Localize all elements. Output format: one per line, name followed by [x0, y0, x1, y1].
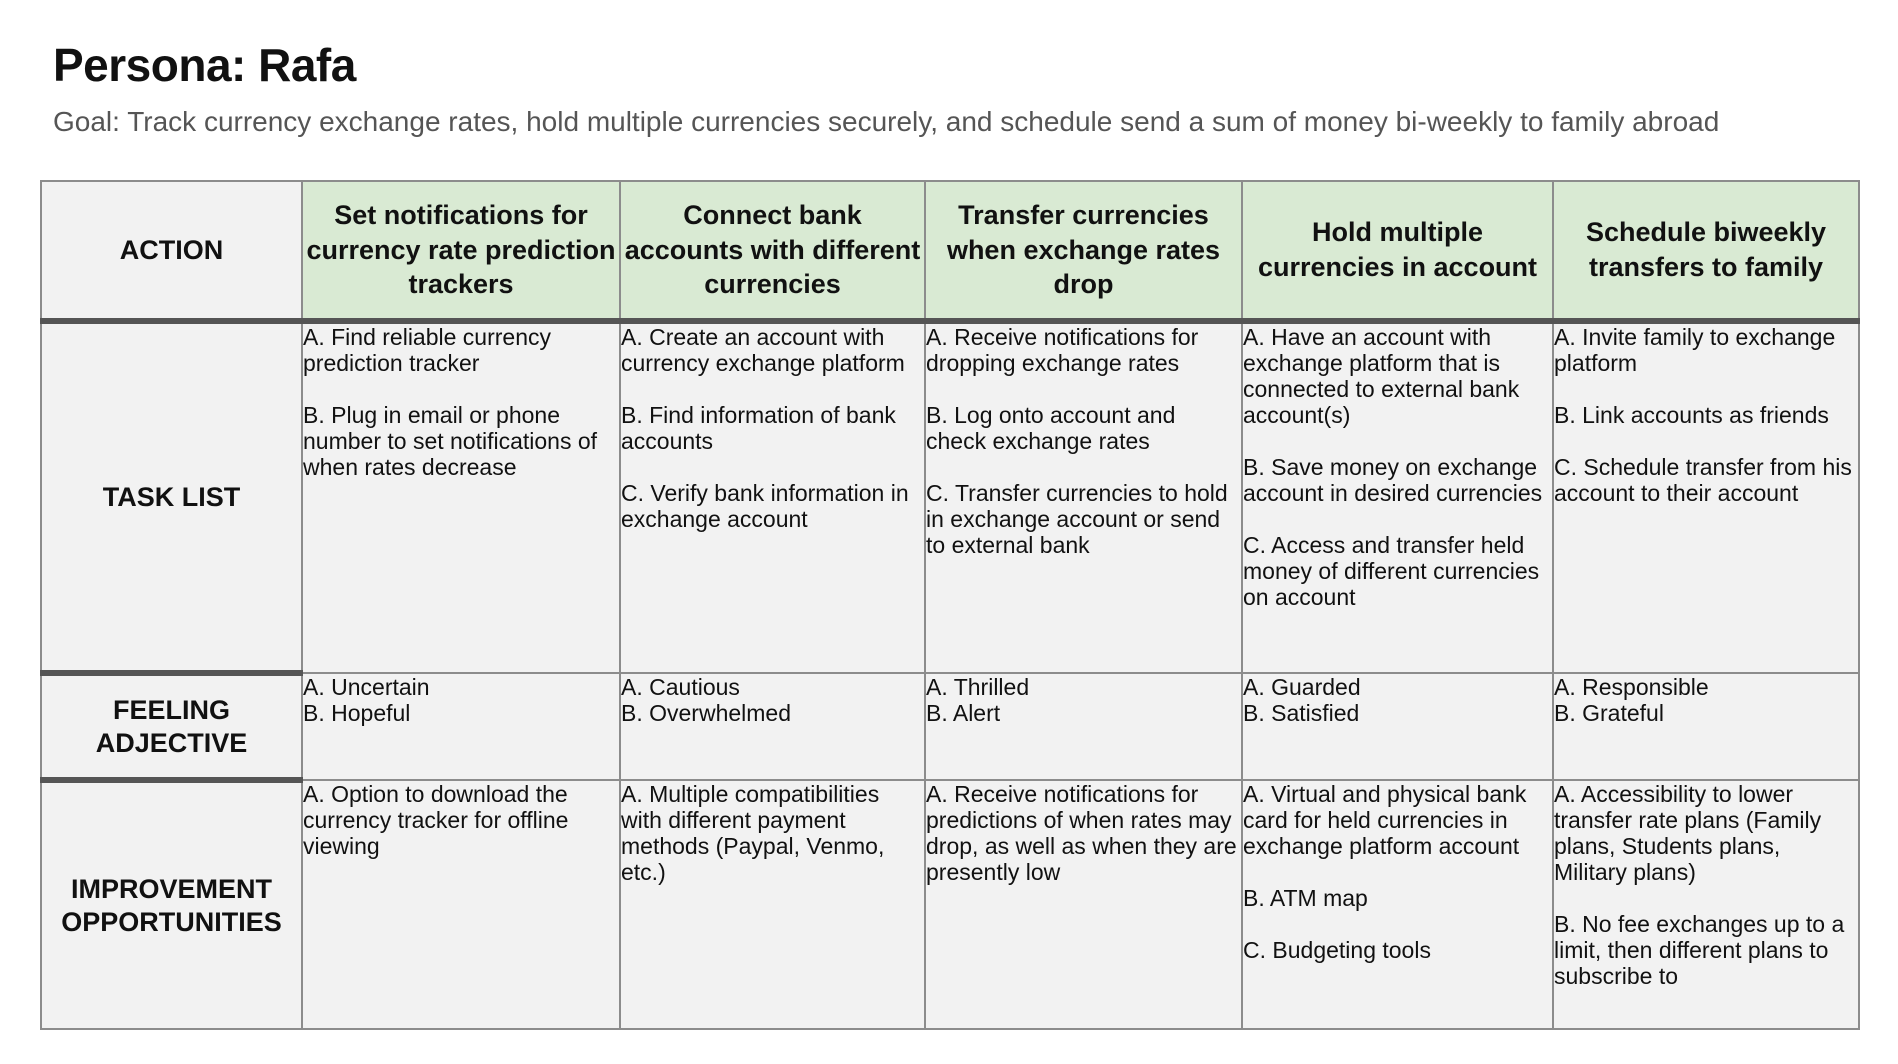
task-cell-5: [1553, 321, 1859, 673]
feeling-cell-5: [1553, 673, 1859, 780]
improvement-item: A. Virtual and physical bank card for held currencies in exchange platform account: [1243, 781, 1527, 859]
task-cell-2: [620, 321, 925, 673]
row-label-improvement: [41, 780, 302, 1029]
task-cell-4: [1242, 321, 1553, 673]
feeling-item: A. Cautious: [621, 674, 740, 700]
page-title: Persona: Rafa: [53, 39, 356, 91]
action-header-1: Set notifications for currency rate prediction trackers: [302, 181, 620, 321]
improvement-item: A. Option to download the currency tracker for offline viewing: [303, 781, 569, 859]
action-header-3: Transfer currencies when exchange rates drop: [925, 181, 1242, 321]
feeling-cell-2: [620, 673, 925, 780]
improvement-item: C. Budgeting tools: [1243, 936, 1431, 963]
action-header-4: Hold multiple currencies in account: [1242, 181, 1553, 321]
feeling-item: A. Thrilled: [926, 674, 1030, 700]
feeling-item: A. Guarded: [1243, 674, 1361, 700]
task-item: A. Create an account with currency exchange platform: [621, 324, 905, 376]
row-label-feeling-line1: FEELING: [112, 694, 230, 725]
row-label-action: [41, 181, 302, 321]
improvement-item: A. Receive notifications for predictions of when rates may drop, as well as when they are presently low: [926, 781, 1237, 885]
improvement-item: B. No fee exchanges up to a limit, then different plans to subscribe to: [1554, 910, 1845, 989]
task-list-row: [41, 321, 1859, 673]
task-item: C. Verify bank information in exchange account: [621, 479, 909, 532]
improvement-item: A. Multiple compatibilities with different payment methods (Paypal, Venmo, etc.): [621, 781, 885, 885]
task-item: B. Link accounts as friends: [1554, 401, 1829, 428]
task-item: A. Receive notifications for dropping exchange rates: [926, 324, 1199, 376]
task-item: A. Have an account with exchange platform that is connected to external bank account(s): [1243, 324, 1520, 428]
improvement-row: [41, 780, 1859, 1029]
improvement-item: A. Accessibility to lower transfer rate plans (Family plans, Students plans, Military plans): [1554, 781, 1822, 885]
improvement-cell-2: [620, 780, 925, 1029]
feeling-item: B. Grateful: [1554, 699, 1664, 726]
action-header-5: Schedule biweekly transfers to family: [1553, 181, 1859, 321]
task-item: A. Invite family to exchange platform: [1554, 324, 1836, 376]
action-header-2: Connect bank accounts with different currencies: [620, 181, 925, 321]
feeling-row: [41, 673, 1859, 780]
feeling-item: A. Uncertain: [303, 674, 430, 700]
journey-map-table: [40, 180, 1860, 1030]
feeling-item: B. Hopeful: [303, 699, 411, 726]
row-label-action-text: ACTION: [119, 234, 224, 265]
task-item: C. Schedule transfer from his account to their account: [1554, 453, 1852, 506]
task-item: B. Find information of bank accounts: [621, 401, 896, 454]
improvement-cell-5: [1553, 780, 1859, 1029]
task-item: B. Plug in email or phone number to set notifications of when rates decrease: [303, 401, 598, 480]
improvement-item: B. ATM map: [1243, 884, 1368, 911]
feeling-item: B. Overwhelmed: [621, 699, 792, 726]
feeling-item: A. Responsible: [1554, 674, 1709, 700]
feeling-cell-3: [925, 673, 1242, 780]
task-item: C. Access and transfer held money of different currencies on account: [1243, 531, 1540, 610]
row-label-feeling: [41, 673, 302, 780]
row-label-improvement-line1: IMPROVEMENT: [70, 873, 272, 904]
feeling-cell-1: [302, 673, 620, 780]
improvement-cell-1: [302, 780, 620, 1029]
task-cell-3: [925, 321, 1242, 673]
feeling-item: B. Alert: [926, 699, 1001, 726]
feeling-item: B. Satisfied: [1243, 699, 1360, 726]
row-label-task-list: [41, 321, 302, 673]
feeling-cell-4: [1242, 673, 1553, 780]
persona-goal: Goal: Track currency exchange rates, hold multiple currencies securely, and schedule send a sum of money bi-weekly to family abroad: [53, 106, 1720, 137]
row-label-feeling-line2: ADJECTIVE: [95, 727, 248, 758]
row-label-task-list-text: TASK LIST: [102, 481, 241, 512]
task-item: B. Save money on exchange account in desired currencies: [1243, 453, 1543, 506]
task-item: B. Log onto account and check exchange rates: [926, 401, 1176, 454]
task-item: C. Transfer currencies to hold in exchange account or send to external bank: [926, 479, 1228, 558]
row-label-improvement-line2: OPPORTUNITIES: [61, 906, 282, 937]
task-item: A. Find reliable currency prediction tracker: [303, 324, 551, 376]
improvement-cell-3: [925, 780, 1242, 1029]
action-row: [41, 181, 1859, 321]
task-cell-1: [302, 321, 620, 673]
improvement-cell-4: [1242, 780, 1553, 1029]
